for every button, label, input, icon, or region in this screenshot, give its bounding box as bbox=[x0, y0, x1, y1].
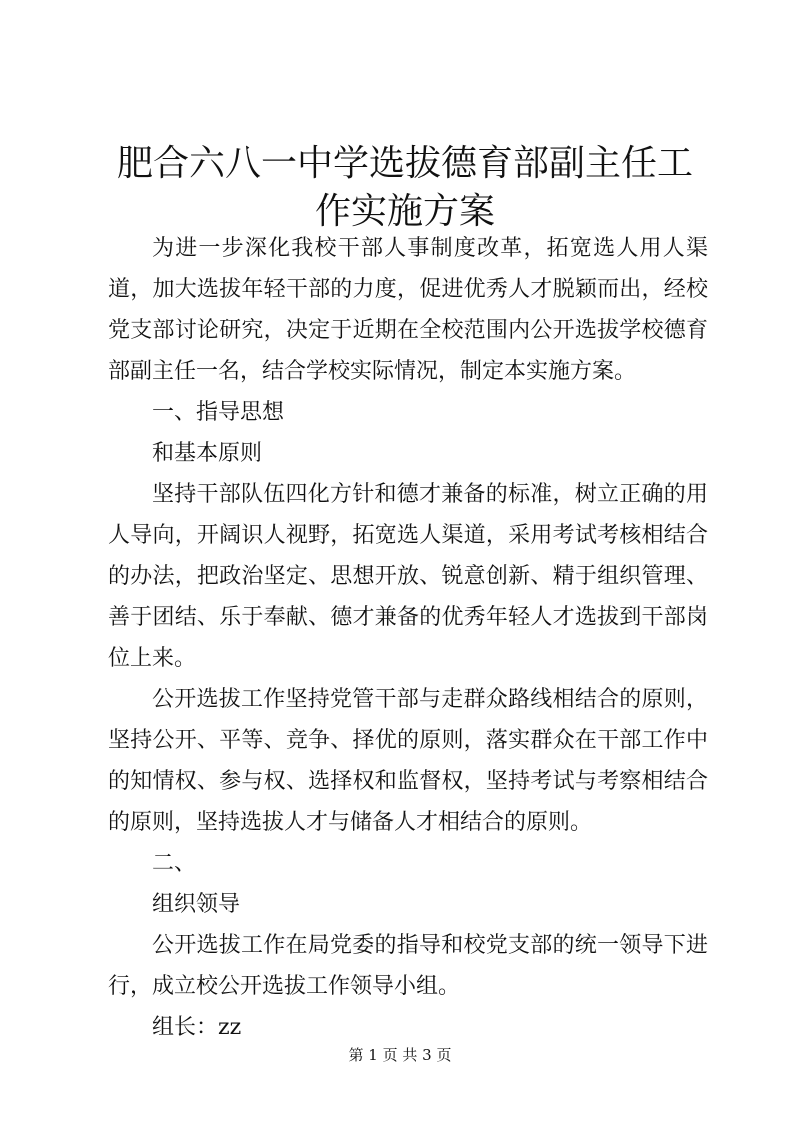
section-heading-basic-principles: 和基本原则 bbox=[152, 441, 263, 466]
document-title: 肥合六八一中学选拔德育部副主任工作实施方案 bbox=[116, 143, 693, 232]
principles-paragraph-2: 公开选拔工作坚持党管干部与走群众路线相结合的原则，坚持公开、平等、竞争、择优的原则，落实群众在干部工作中的知情权、参与权、选择权和监督权，坚持考试与考察相结合的原则，坚持选拔人才与储备人才相结合的原则。 bbox=[108, 687, 708, 835]
section-number-two: 二、 bbox=[152, 851, 197, 876]
intro-paragraph: 为进一步深化我校干部人事制度改革，拓宽选人用人渠道，加大选拔年轻干部的力度，促进优秀人才脱颖而出，经校党支部讨论研究，决定于近期在全校范围内公开选拔学校德育部副主任一名，结合学校实际情况，制定本实施方案。 bbox=[108, 236, 708, 384]
section-heading-guiding-thought: 一、指导思想 bbox=[152, 400, 285, 425]
organization-paragraph: 公开选拔工作在局党委的指导和校党支部的统一领导下进行，成立校公开选拔工作领导小组。 bbox=[108, 933, 708, 999]
page-footer: 第 1 页 共 3 页 bbox=[348, 1046, 452, 1064]
section-heading-organization: 组织领导 bbox=[152, 892, 241, 917]
team-leader-line: 组长：zz bbox=[152, 1015, 242, 1040]
document-body bbox=[108, 228, 708, 1048]
principles-paragraph-1: 坚持干部队伍四化方针和德才兼备的标准，树立正确的用人导向，开阔识人视野，拓宽选人渠道，采用考试考核相结合的办法，把政治坚定、思想开放、锐意创新、精于组织管理、善于团结、乐于奉献、德才兼备的优秀年轻人才选拔到干部岗位上来。 bbox=[108, 482, 708, 671]
